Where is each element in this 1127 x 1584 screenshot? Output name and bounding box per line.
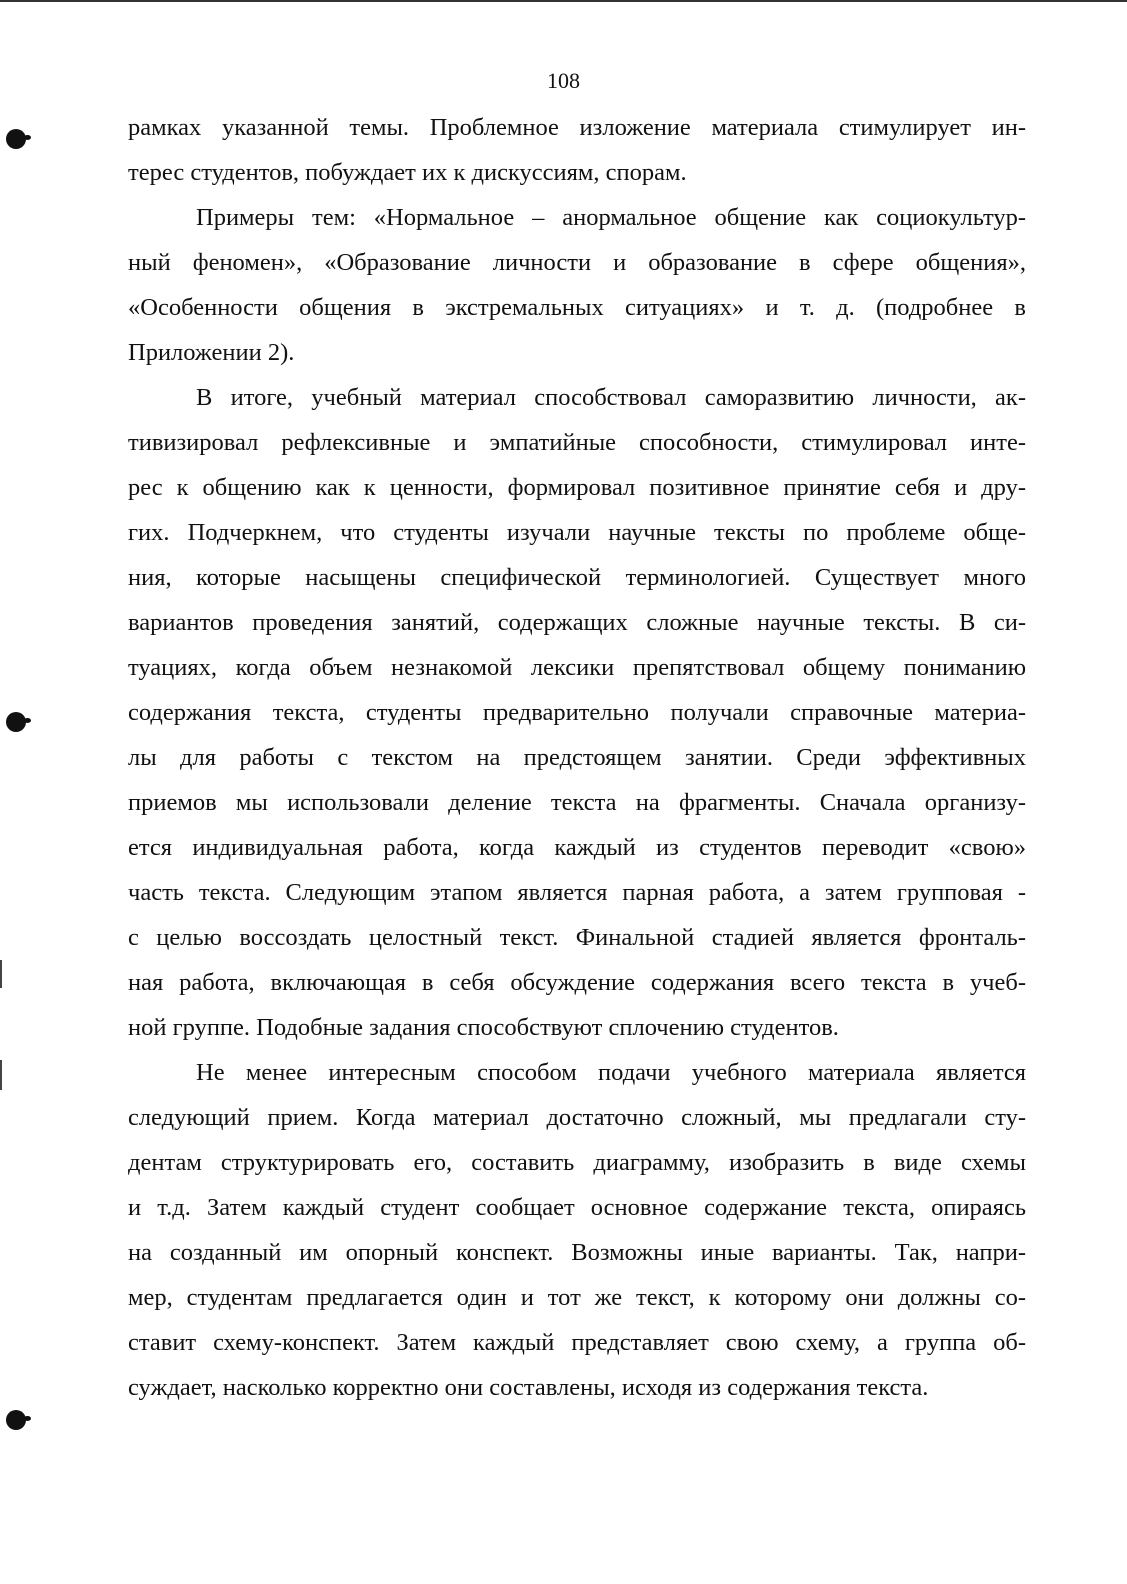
text-line: «Особенности общения в экстремальных ситуациях» и т. д. (подробнее в (128, 294, 1026, 321)
scan-edge-mark (0, 1060, 2, 1090)
paragraph-3 (128, 375, 1026, 1050)
text-line: рес к общению как к ценности, формировал позитивное принятие себя и дру- (128, 474, 1026, 501)
text-line: содержания текста, студенты предварительно получали справочные материа- (128, 699, 1026, 726)
text-line: В итоге, учебный материал способствовал саморазвитию личности, ак- (196, 384, 1026, 411)
text-line: ставит схему-конспект. Затем каждый представляет свою схему, а группа об- (128, 1329, 1026, 1356)
text-line: Приложении 2). (128, 339, 295, 366)
text-line: на созданный им опорный конспект. Возможны иные варианты. Так, напри- (128, 1239, 1026, 1266)
scan-edge-mark (0, 960, 2, 988)
text-line: лы для работы с текстом на предстоящем занятии. Среди эффективных (128, 744, 1026, 771)
text-line: приемов мы использовали деление текста на фрагменты. Сначала организу- (128, 789, 1026, 816)
top-scan-border (0, 0, 1127, 2)
text-line: Примеры тем: «Нормальное – анормальное общение как социокультур- (196, 204, 1026, 231)
text-line: суждает, насколько корректно они составлены, исходя из содержания текста. (128, 1374, 929, 1401)
text-line: ния, которые насыщены специфической терминологией. Существует много (128, 564, 1026, 591)
text-line: туациях, когда объем незнакомой лексики препятствовал общему пониманию (128, 654, 1026, 681)
text-line: часть текста. Следующим этапом является парная работа, а затем групповая - (128, 879, 1026, 906)
body-text (128, 105, 1026, 1410)
page-number: 108 (547, 68, 580, 93)
binder-hole-middle (6, 712, 26, 732)
text-line: вариантов проведения занятий, содержащих сложные научные тексты. В си- (128, 609, 1026, 636)
text-line: терес студентов, побуждает их к дискуссиям, спорам. (128, 159, 687, 186)
paragraph-4 (128, 1050, 1026, 1410)
text-line: с целью воссоздать целостный текст. Финальной стадией является фронталь- (128, 924, 1026, 951)
text-line: ной группе. Подобные задания способствуют сплочению студентов. (128, 1014, 839, 1041)
text-line: ный феномен», «Образование личности и образование в сфере общения», (128, 249, 1026, 276)
text-line: дентам структурировать его, составить диаграмму, изобразить в виде схемы (128, 1149, 1026, 1176)
binder-hole-top (6, 129, 26, 149)
binder-hole-bottom (6, 1410, 26, 1430)
text-line: следующий прием. Когда материал достаточно сложный, мы предлагали сту- (128, 1104, 1026, 1131)
text-line: и т.д. Затем каждый студент сообщает основное содержание текста, опираясь (128, 1194, 1026, 1221)
text-line: ная работа, включающая в себя обсуждение содержания всего текста в учеб- (128, 969, 1026, 996)
text-line: ется индивидуальная работа, когда каждый из студентов переводит «свою» (128, 834, 1026, 861)
paragraph-2 (128, 195, 1026, 375)
text-line: тивизировал рефлексивные и эмпатийные способности, стимулировал инте- (128, 429, 1026, 456)
text-line: Не менее интересным способом подачи учебного материала является (196, 1059, 1026, 1086)
text-line: мер, студентам предлагается один и тот же текст, к которому они должны со- (128, 1284, 1026, 1311)
text-line: гих. Подчеркнем, что студенты изучали научные тексты по проблеме обще- (128, 519, 1026, 546)
text-line: рамках указанной темы. Проблемное изложение материала стимулирует ин- (128, 114, 1026, 141)
paragraph-1 (128, 105, 1026, 195)
